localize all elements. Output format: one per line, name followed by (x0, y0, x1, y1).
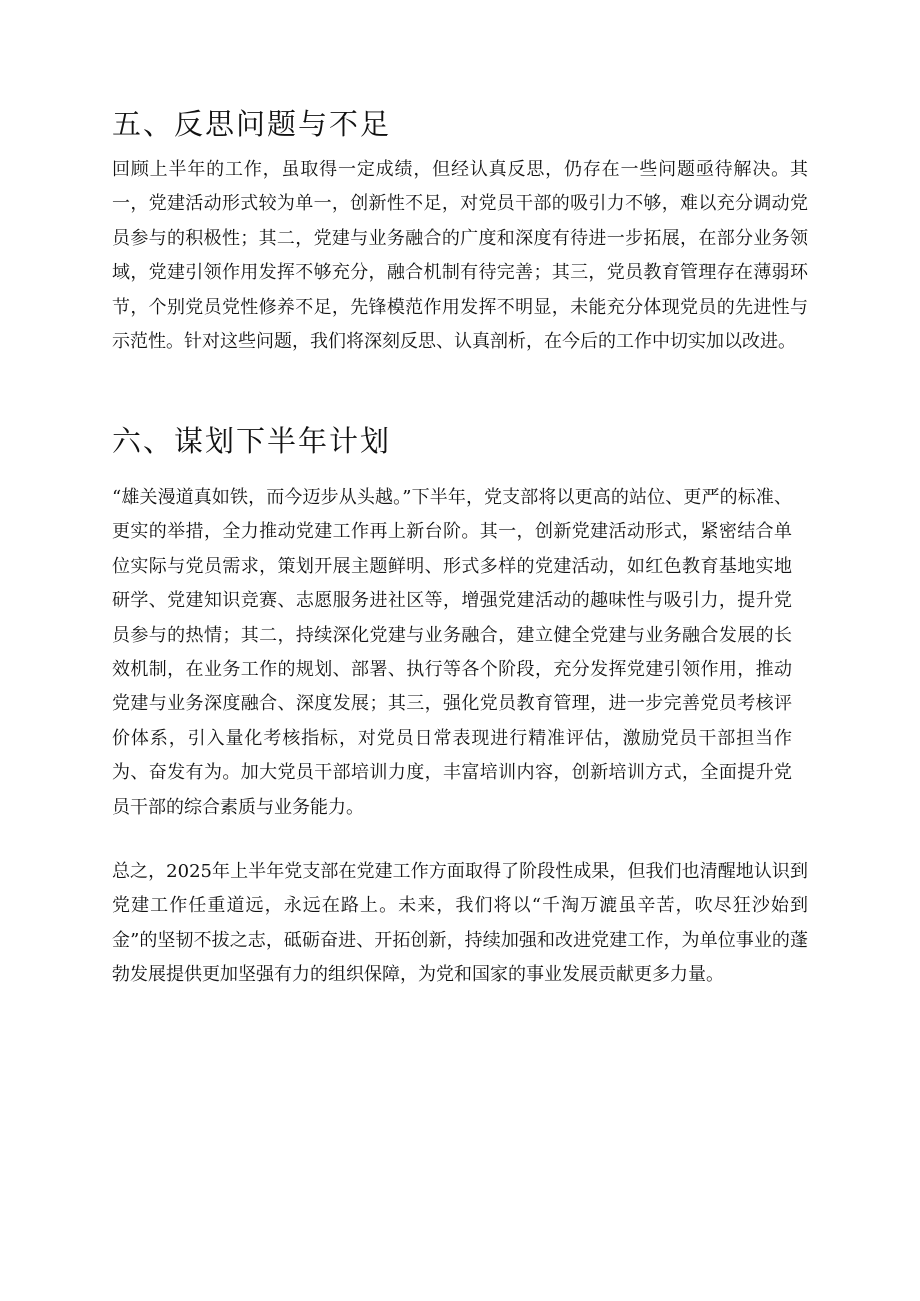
section-heading-reflection: 五、反思问题与不足 (112, 107, 392, 141)
paragraph-conclusion: 总之，2025年上半年党支部在党建工作方面取得了阶段性成果，但我们也清醒地认识到党建工作任重道远，永远在路上。未来，我们将以“千淘万漉虽辛苦，吹尽狂沙始到金”的坚韧不拔之志，砥砺奋进、开拓创新，持续加强和改进党建工作，为单位事业的蓬勃发展提供更加坚强有力的组织保障，为党和国家的事业发展贡献更多力量。 (112, 861, 808, 986)
paragraph-plan: “雄关漫道真如铁，而今迈步从头越。”下半年，党支部将以更高的站位、更严的标准、更实的举措，全力推动党建工作再上新台阶。其一，创新党建活动形式，紧密结合单位实际与党员需求，策划开展主题鲜明、形式多样的党建活动，如红色教育基地实地研学、党建知识竞赛、志愿服务进社区等，增强党建活动的趣味性与吸引力，提升党员参与的热情；其二，持续深化党建与业务融合，建立健全党建与业务融合发展的长效机制，在业务工作的规划、部署、执行等各个阶段，充分发挥党建引领作用，推动党建与业务深度融合、深度发展；其三，强化党员教育管理，进一步完善党员考核评价体系，引入量化考核指标，对党员日常表现进行精准评估，激励党员干部担当作为、奋发有为。加大党员干部培训力度，丰富培训内容，创新培训方式，全面提升党员干部的综合素质与业务能力。 (112, 487, 792, 818)
paragraph-reflection: 回顾上半年的工作，虽取得一定成绩，但经认真反思，仍存在一些问题亟待解决。其一，党建活动形式较为单一，创新性不足，对党员干部的吸引力不够，难以充分调动党员参与的积极性；其二，党建与业务融合的广度和深度有待进一步拓展，在部分业务领域，党建引领作用发挥不够充分，融合机制有待完善；其三，党员教育管理存在薄弱环节，个别党员党性修养不足，先锋模范作用发挥不明显，未能充分体现党员的先进性与示范性。针对这些问题，我们将深刻反思、认真剖析，在今后的工作中切实加以改进。 (112, 159, 808, 353)
section-heading-plan: 六、谋划下半年计划 (112, 424, 392, 458)
